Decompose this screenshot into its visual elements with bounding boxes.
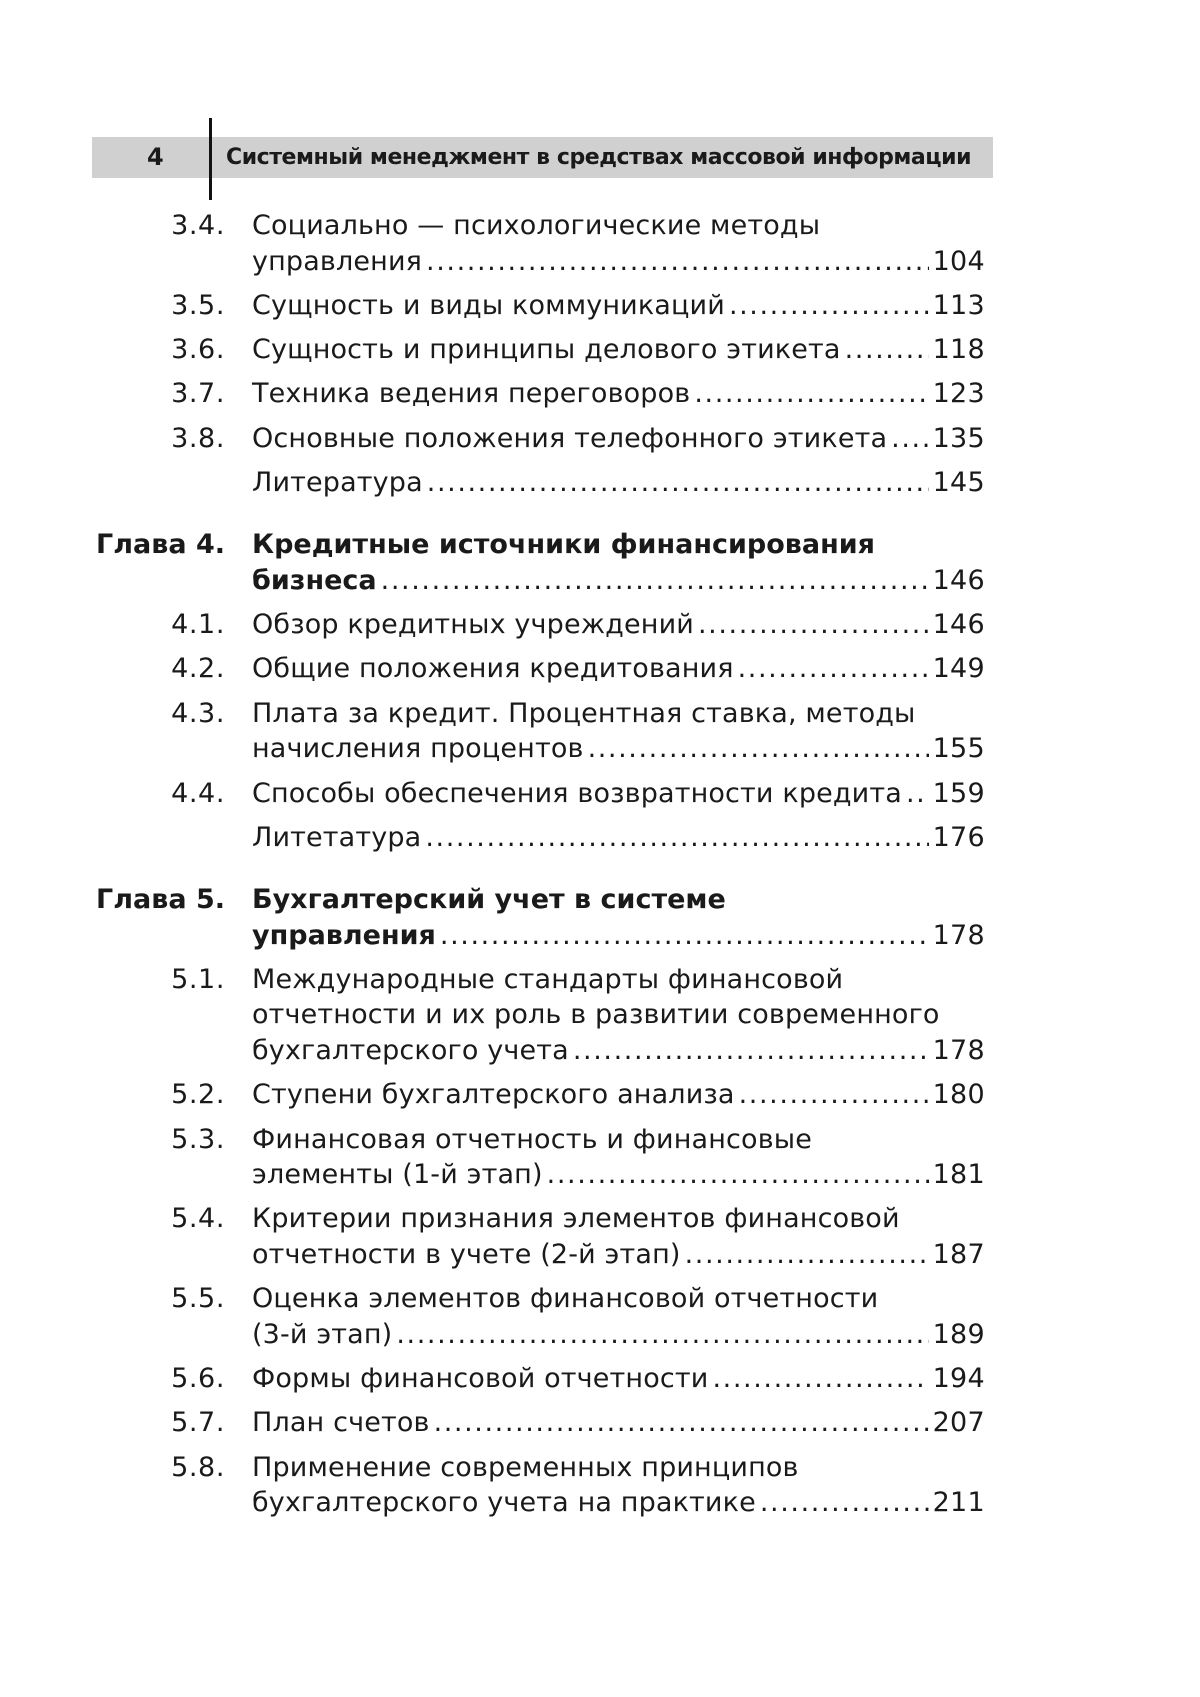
toc-page-number: 118: [932, 334, 985, 366]
toc-entry-last-line: [252, 1077, 985, 1113]
toc-entry-number: 5.4.: [171, 1203, 225, 1235]
toc-entry-number: 4.2.: [171, 653, 225, 685]
toc-entry-title-line: Критерии признания элементов финансовой: [252, 1203, 900, 1235]
toc-page-number: 189: [932, 1318, 985, 1350]
toc-entry-last-line: [252, 1157, 985, 1193]
toc-entry-number: Глава 5.: [96, 884, 225, 916]
toc-page-number: 149: [932, 653, 985, 685]
toc-entry-number: 3.7.: [171, 378, 225, 410]
toc-entry-title-line: управления: [252, 245, 423, 277]
toc-entry-number: 5.3.: [171, 1123, 225, 1155]
toc-page-number: 159: [932, 777, 985, 809]
toc-dot-leader: [425, 820, 928, 856]
toc-dot-leader: [694, 376, 928, 412]
toc-dot-leader: [891, 421, 928, 457]
toc-entry-last-line: [252, 465, 985, 501]
toc-entry-title-line: Применение современных принципов: [252, 1451, 799, 1483]
toc-page-number: 178: [932, 1034, 985, 1066]
toc-dot-leader: [698, 607, 929, 643]
toc-entry-title-line: отчетности в учете (2-й этап): [252, 1238, 681, 1270]
toc-entry-title-line: Бухгалтерский учет в системе: [252, 884, 726, 916]
toc-entry-title-line: начисления процентов: [252, 733, 584, 765]
toc-entry-last-line: [252, 332, 985, 368]
toc-entry-last-line: [252, 1405, 985, 1441]
toc-dot-leader: [760, 1485, 929, 1521]
toc-entry-last-line: [252, 563, 985, 599]
toc-entry-last-line: [252, 376, 985, 412]
toc-entry-last-line: [252, 288, 985, 324]
toc-entry-title-line: Сущность и виды коммуникаций: [252, 289, 725, 321]
toc-page-number: 180: [932, 1079, 985, 1111]
toc-entry-number: 5.8.: [171, 1451, 225, 1483]
toc-dot-leader: [906, 776, 929, 812]
toc-entry-title-line: План счетов: [252, 1407, 430, 1439]
toc-page-number: 211: [932, 1487, 985, 1518]
toc-entry-title-line: Литетатура: [252, 821, 422, 853]
toc-entry-title-line: элементы (1-й этап): [252, 1159, 543, 1190]
toc-dot-leader: [427, 465, 929, 501]
toc-entry-number: 5.6.: [171, 1362, 225, 1394]
toc-entry-title-line: Сущность и принципы делового этикета: [252, 334, 841, 366]
toc-entry-number: 3.4.: [171, 210, 225, 241]
toc-entry-number: 4.4.: [171, 777, 225, 809]
toc-entry-last-line: [252, 1317, 985, 1353]
toc-page-number: 146: [932, 564, 985, 596]
toc-entry-title-line: Способы обеспечения возвратности кредита: [252, 777, 902, 809]
toc-dot-leader: [573, 1033, 929, 1069]
toc-dot-leader: [426, 244, 929, 280]
toc-page-number: 187: [932, 1238, 985, 1270]
toc-dot-leader: [381, 563, 929, 599]
toc-entry-last-line: [252, 1033, 985, 1069]
toc-dot-leader: [440, 918, 929, 954]
toc-page-number: 181: [932, 1159, 985, 1190]
toc-entry-title-line: Основные положения телефонного этикета: [252, 422, 888, 454]
toc-entry-number: Глава 4.: [96, 529, 225, 561]
toc-entry-title-line: отчетности и их роль в развитии современного: [252, 999, 940, 1031]
toc-page-number: 178: [932, 919, 985, 951]
toc-entry-number: 5.7.: [171, 1407, 225, 1439]
toc-dot-leader: [845, 332, 929, 368]
toc-entry-last-line: [252, 607, 985, 643]
toc-dot-leader: [685, 1237, 929, 1273]
toc-entry-title-line: Обзор кредитных учреждений: [252, 609, 694, 641]
toc-entry-title-line: бухгалтерского учета на практике: [252, 1487, 756, 1518]
toc-page-number: 123: [932, 378, 985, 410]
toc-entry-title-line: Ступени бухгалтерского анализа: [252, 1079, 735, 1111]
toc-entry-title-line: бизнеса: [252, 564, 377, 596]
toc-entry-number: 5.1.: [171, 963, 225, 995]
toc-entry-last-line: [252, 918, 985, 954]
toc-entry-last-line: [252, 1485, 985, 1521]
toc-entry-last-line: [252, 820, 985, 856]
toc-dot-leader: [588, 731, 929, 767]
toc-entry-last-line: [252, 244, 985, 280]
toc-entry-last-line: [252, 776, 985, 812]
toc-entry-title-line: Международные стандарты финансовой: [252, 963, 844, 995]
toc-page-number: 176: [932, 821, 985, 853]
toc-page-number: 207: [932, 1407, 985, 1439]
toc-page-number: 155: [932, 733, 985, 765]
toc-entry-title-line: Литература: [252, 467, 423, 498]
toc-entry-title-line: Кредитные источники финансирования: [252, 529, 875, 561]
toc-entry-number: 4.3.: [171, 697, 225, 729]
toc-dot-leader: [434, 1405, 929, 1441]
toc-entry-last-line: [252, 651, 985, 687]
page-number: 4: [147, 143, 164, 171]
toc-entry-number: 5.5.: [171, 1283, 225, 1315]
toc-page-number: 194: [932, 1362, 985, 1394]
toc-entry-title-line: Финансовая отчетность и финансовые: [252, 1123, 812, 1155]
running-header-title: Системный менеджмент в средствах массовой информации: [226, 145, 972, 170]
toc-entry-last-line: [252, 421, 985, 457]
toc-dot-leader: [547, 1157, 929, 1193]
toc-entry-last-line: [252, 731, 985, 767]
toc-page-number: 113: [932, 289, 985, 321]
toc-entry-number: 3.8.: [171, 422, 225, 454]
toc-dot-leader: [712, 1361, 928, 1397]
toc-dot-leader: [739, 1077, 929, 1113]
toc-dot-leader: [396, 1317, 928, 1353]
toc-dot-leader: [729, 288, 929, 324]
toc-page-number: 104: [932, 245, 985, 277]
toc-entry-number: 3.5.: [171, 289, 225, 321]
toc-page-number: 146: [932, 609, 985, 641]
toc-entry-title-line: Плата за кредит. Процентная ставка, методы: [252, 697, 916, 729]
toc-entry-last-line: [252, 1361, 985, 1397]
toc-entry-number: 3.6.: [171, 334, 225, 366]
toc-page-number: 145: [932, 467, 985, 498]
toc-entry-number: 5.2.: [171, 1079, 225, 1111]
toc-entry-title-line: Оценка элементов финансовой отчетности: [252, 1283, 879, 1315]
toc-entry-title-line: Общие положения кредитования: [252, 653, 734, 685]
toc-entry-title-line: (3-й этап): [252, 1318, 393, 1350]
toc-entry-title-line: Социально — психологические методы: [252, 210, 821, 241]
toc-entry-last-line: [252, 1237, 985, 1273]
toc-entry-title-line: Формы финансовой отчетности: [252, 1362, 709, 1394]
toc-entry-title-line: Техника ведения переговоров: [252, 378, 691, 410]
toc-entry-title-line: управления: [252, 919, 436, 951]
toc-dot-leader: [738, 651, 929, 687]
toc-entry-number: 4.1.: [171, 609, 225, 641]
toc-entry-title-line: бухгалтерского учета: [252, 1034, 569, 1066]
toc-page-number: 135: [932, 422, 985, 454]
